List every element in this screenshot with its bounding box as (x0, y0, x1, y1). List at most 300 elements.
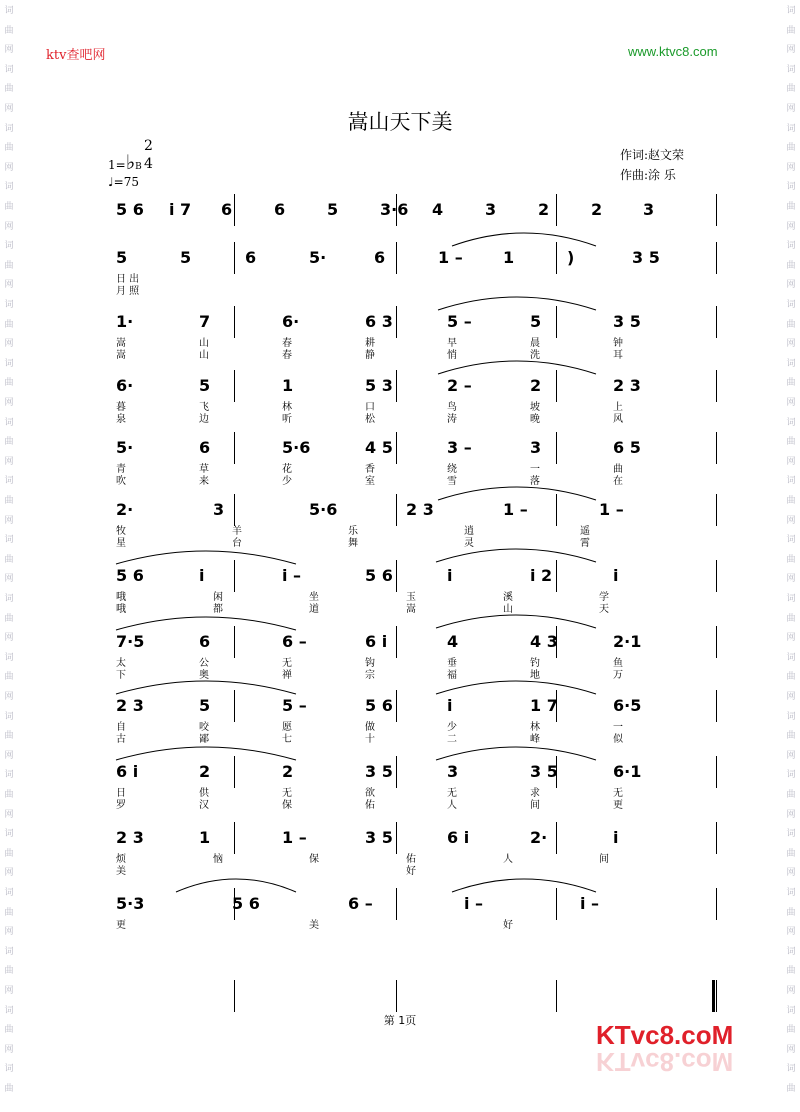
note: 5 3 (365, 376, 393, 395)
note: 6 5 (613, 438, 641, 457)
lyric: 少 (282, 476, 292, 487)
lyric: 香 (365, 464, 375, 475)
note: 3 5 (365, 828, 393, 847)
watermark-char: 网 (4, 574, 14, 585)
note: 6 (374, 248, 386, 267)
note: 3 (213, 500, 225, 519)
slur (438, 361, 596, 374)
lyric: 霄 (580, 538, 590, 549)
watermark-char: 曲 (786, 731, 796, 742)
lyric: 在 (613, 476, 623, 487)
watermark-char: 曲 (4, 25, 14, 36)
watermark-char: 词 (786, 594, 796, 604)
watermark-char: 曲 (786, 848, 796, 859)
lyric: 松 (365, 414, 375, 425)
lyric: 山 (199, 350, 209, 361)
watermark-char: 词 (4, 1064, 14, 1075)
lyric: 少 (447, 722, 457, 733)
note: 5 (180, 248, 192, 267)
note: ) (567, 248, 575, 267)
lyric: 林 (530, 722, 540, 733)
lyric: 无 (282, 658, 292, 669)
lyric: 日 (116, 788, 126, 799)
lyric: 罗 (116, 800, 126, 811)
lyric: 舞 (348, 538, 358, 549)
watermark-char: 网 (786, 398, 796, 408)
lyric: 遥 (580, 526, 590, 537)
lyric: 古 (116, 734, 126, 745)
lyric: 哦 (116, 592, 126, 603)
slur (116, 617, 296, 630)
note: 6 – (348, 894, 373, 913)
lyric: 坡 (530, 402, 540, 413)
lyric: 边 (199, 414, 209, 425)
slur (436, 747, 596, 760)
lyric: 无 (282, 788, 292, 799)
lyric: 鱼 (613, 658, 623, 669)
note: i (447, 696, 453, 715)
note: 1 – (438, 248, 463, 267)
note: 1 – (599, 500, 624, 519)
note: 6 i (116, 762, 139, 781)
note: 5·6 (282, 438, 311, 457)
note: 6·5 (613, 696, 642, 715)
lyric: 佑 (406, 854, 416, 865)
note: 3 (643, 200, 655, 219)
note: 5 6 (365, 566, 393, 585)
time-signature-bottom: 4 (144, 156, 153, 172)
lyric: 闲 (213, 592, 223, 603)
lyric: 保 (282, 800, 292, 811)
lyric: 咬 (199, 722, 209, 733)
lyric: 落 (530, 476, 540, 487)
watermark-char: 曲 (786, 378, 796, 389)
note: 5 6 (232, 894, 260, 913)
note: 5· (309, 248, 327, 267)
watermark-char: 网 (4, 809, 14, 820)
lyric: 花 (282, 464, 292, 475)
lyric: 春 (282, 350, 292, 361)
footer-logo[interactable]: KTvc8.coM (596, 1020, 734, 1050)
lyric: 溪 (503, 592, 513, 603)
note: 3·6 (380, 200, 409, 219)
lyric: 峰 (530, 734, 540, 745)
lyric: 台 (232, 538, 242, 549)
page-number: 第 1页 (383, 1014, 417, 1027)
watermark-char: 网 (786, 809, 796, 820)
lyric: 哦 (116, 604, 126, 615)
watermark-char: 曲 (786, 143, 796, 154)
watermark-char: 网 (786, 104, 796, 114)
watermark-char: 网 (4, 104, 14, 114)
note: i – (282, 566, 302, 585)
lyric: 一 (530, 464, 540, 475)
watermark-char: 网 (4, 868, 14, 879)
watermark-char: 曲 (4, 613, 14, 624)
slur (452, 233, 596, 246)
slur (436, 681, 596, 694)
slur (116, 681, 296, 694)
slur (436, 549, 596, 562)
watermark-char: 词 (786, 770, 796, 781)
watermark-char: 网 (786, 633, 796, 644)
note: 3 – (447, 438, 472, 457)
tempo-value: =75 (113, 175, 139, 189)
note: i 2 (530, 566, 553, 585)
watermark-char: 曲 (786, 319, 796, 330)
lyric: 间 (530, 800, 540, 811)
lyric: 道 (309, 604, 319, 615)
note: 5 (327, 200, 339, 219)
lyric: 人 (503, 854, 513, 865)
watermark-char: 网 (4, 515, 14, 526)
watermark-char: 词 (786, 535, 796, 546)
watermark-char: 词 (786, 829, 796, 840)
watermark-char: 网 (786, 221, 796, 232)
lyric: 听 (282, 414, 292, 425)
note: 3 (485, 200, 497, 219)
watermark-char: 曲 (786, 966, 796, 977)
watermark-char: 词 (4, 535, 14, 546)
watermark-char: 网 (4, 750, 14, 761)
quarter-note-icon: ♩ (108, 175, 114, 189)
watermark-char: 网 (786, 868, 796, 879)
watermark-char: 曲 (4, 790, 14, 800)
lyric: 早 (447, 338, 457, 349)
watermark-char: 曲 (786, 260, 796, 271)
lyric: 禅 (282, 670, 292, 681)
watermark-char: 词 (4, 123, 14, 134)
lyric: 日 出 (116, 274, 140, 285)
note: 6 (199, 438, 211, 457)
note: 1 (282, 376, 294, 395)
note: 5 6 (365, 696, 393, 715)
lyric: 无 (447, 788, 457, 799)
note: 5 (199, 376, 211, 395)
watermark-char: 曲 (786, 790, 796, 800)
lyric: 曲 (613, 464, 623, 475)
watermark-char: 曲 (786, 672, 796, 683)
note: 2 (591, 200, 603, 219)
watermark-char: 曲 (4, 437, 14, 448)
lyric: 晨 (530, 338, 540, 349)
watermark-char: 词 (4, 417, 14, 428)
lyric: 保 (309, 854, 319, 865)
watermark-char: 词 (786, 182, 796, 193)
lyric: 嵩 (116, 350, 126, 361)
key-note: B (135, 162, 142, 172)
watermark-char: 网 (4, 456, 14, 467)
watermark-char: 词 (786, 241, 796, 252)
note: i 7 (169, 200, 192, 219)
watermark-char: 词 (786, 946, 796, 957)
lyric: 青 (116, 464, 126, 475)
note: 6 (221, 200, 233, 219)
watermark-char: 词 (786, 1064, 796, 1075)
lyric: 静 (365, 350, 375, 361)
lyric: 公 (199, 658, 209, 669)
lyric: 垂 (447, 658, 457, 669)
watermark-char: 曲 (4, 672, 14, 683)
watermark-char: 网 (4, 280, 14, 291)
lyric: 吹 (116, 476, 126, 487)
watermark-char: 词 (4, 1005, 14, 1016)
note: 4 3 (530, 632, 558, 651)
watermark-char: 曲 (4, 319, 14, 330)
watermark-char: 网 (4, 692, 14, 702)
lyric: 风 (613, 414, 623, 425)
note: 6 i (447, 828, 470, 847)
note: 2 3 (613, 376, 641, 395)
note: 2 3 (116, 696, 144, 715)
watermark-char: 词 (786, 1005, 796, 1016)
lyric: 草 (199, 464, 209, 475)
lyric: 口 (365, 402, 375, 413)
lyric: 山 (503, 604, 513, 615)
note: i (613, 566, 619, 585)
lyric: 烦 (116, 854, 126, 865)
flat-sign: ♭ (125, 150, 136, 174)
lyric: 涛 (447, 414, 457, 425)
watermark-char: 网 (786, 162, 796, 173)
lyric: 奥 (199, 670, 209, 681)
lyric: 美 (309, 920, 319, 931)
lyric: 月 照 (116, 286, 140, 297)
watermark-char: 词 (786, 711, 796, 722)
note: 1 (199, 828, 211, 847)
watermark-char: 网 (4, 927, 14, 938)
note: 2 (199, 762, 211, 781)
watermark-char: 网 (4, 633, 14, 644)
watermark-char: 曲 (786, 25, 796, 36)
watermark-char: 网 (4, 1044, 14, 1055)
lyric: 似 (613, 734, 623, 745)
watermark-char: 曲 (4, 966, 14, 977)
watermark-char: 词 (786, 888, 796, 898)
lyric: 山 (199, 338, 209, 349)
watermark-char: 词 (4, 6, 14, 16)
lyric: 林 (282, 402, 292, 413)
watermark-char: 词 (4, 64, 14, 75)
watermark-char: 网 (786, 515, 796, 526)
lyric: 春 (282, 338, 292, 349)
watermark-char: 词 (4, 300, 14, 310)
lyric: 雪 (447, 476, 457, 487)
note: i (447, 566, 453, 585)
note: 3 5 (530, 762, 558, 781)
lyric: 灵 (464, 538, 474, 549)
note: 1 – (503, 500, 528, 519)
watermark-char: 网 (786, 339, 796, 350)
note: 5 – (447, 312, 472, 331)
note: 2 (538, 200, 550, 219)
note: 5 6 (116, 566, 144, 585)
watermark-char: 网 (786, 456, 796, 467)
watermark-char: 词 (786, 417, 796, 428)
lyric: 恼 (213, 854, 223, 865)
lyricist: 作词:赵文荣 (620, 148, 685, 162)
watermark-char: 词 (4, 829, 14, 840)
lyric: 上 (613, 402, 623, 413)
watermark-char: 词 (4, 358, 14, 369)
time-signature-top: 2 (144, 138, 153, 154)
lyric: 宗 (365, 670, 375, 681)
lyric: 愿 (282, 722, 292, 733)
note: 2·1 (613, 632, 642, 651)
watermark-char: 网 (4, 45, 14, 56)
note: 7 (199, 312, 211, 331)
watermark-char: 词 (786, 6, 796, 16)
watermark-char: 网 (786, 692, 796, 702)
note: 3 5 (365, 762, 393, 781)
watermark-char: 网 (786, 1044, 796, 1055)
watermark-char: 曲 (786, 437, 796, 448)
watermark-char: 词 (786, 300, 796, 310)
note: 6· (282, 312, 300, 331)
watermark-char: 曲 (786, 202, 796, 212)
watermark-char: 网 (4, 398, 14, 408)
composer: 作曲:涂 乐 (620, 168, 676, 182)
watermark-char: 曲 (4, 143, 14, 154)
lyric: 室 (365, 476, 375, 487)
watermark-char: 曲 (786, 84, 796, 95)
watermark-char: 网 (786, 986, 796, 996)
watermark-char: 网 (4, 339, 14, 350)
note: 1 7 (530, 696, 558, 715)
note: 3 5 (613, 312, 641, 331)
note: 6 3 (365, 312, 393, 331)
watermark-char: 网 (4, 221, 14, 232)
watermark-char: 词 (4, 476, 14, 487)
watermark-char: 曲 (4, 1025, 14, 1036)
note: 4 (447, 632, 459, 651)
note: 5 (116, 248, 128, 267)
watermark-char: 网 (786, 574, 796, 585)
lyric: 钟 (613, 338, 623, 349)
lyric: 欲 (365, 788, 375, 799)
note: 6 – (282, 632, 307, 651)
note: 6 (199, 632, 211, 651)
lyric: 鄙 (199, 734, 209, 745)
lyric: 都 (213, 604, 223, 615)
lyric: 供 (199, 788, 209, 799)
note: 6 (274, 200, 286, 219)
note: 5 (199, 696, 211, 715)
lyric: 更 (613, 800, 623, 811)
watermark-char: 曲 (4, 848, 14, 859)
lyric: 逍 (464, 526, 474, 537)
lyric: 洗 (530, 350, 540, 361)
lyric: 好 (406, 866, 416, 877)
brand-right[interactable]: www.ktvc8.com (628, 44, 718, 59)
lyric: 泉 (116, 414, 126, 425)
note: 7·5 (116, 632, 145, 651)
watermark-char: 曲 (786, 496, 796, 506)
note: 1· (116, 312, 134, 331)
score-title: 嵩山天下美 (347, 110, 453, 134)
watermark-char: 曲 (4, 378, 14, 389)
lyric: 悄 (447, 350, 457, 361)
watermark-char: 网 (786, 750, 796, 761)
lyric: 绕 (447, 464, 457, 475)
slur (176, 879, 296, 892)
note: 2 (282, 762, 294, 781)
watermark-char: 曲 (4, 260, 14, 271)
watermark-char: 网 (786, 927, 796, 938)
brand-left[interactable]: ktv查吧网 (46, 48, 106, 63)
watermark-char: 词 (4, 946, 14, 957)
watermark-char: 网 (786, 45, 796, 56)
lyric: 十 (365, 734, 375, 745)
lyric: 牧 (116, 526, 126, 537)
note: 5· (116, 438, 134, 457)
lyric: 乐 (348, 526, 358, 537)
lyric: 一 (613, 722, 623, 733)
key-prefix: 1= (108, 158, 126, 172)
watermark-char: 曲 (4, 731, 14, 742)
lyric: 学 (599, 592, 609, 603)
note: 3 5 (632, 248, 660, 267)
lyric: 玉 (406, 592, 416, 603)
note: 1 – (282, 828, 307, 847)
lyric: 七 (282, 734, 292, 745)
note: i (613, 828, 619, 847)
note: 1 (503, 248, 515, 267)
slur (116, 747, 296, 760)
lyric: 人 (447, 800, 457, 811)
watermark-char: 词 (4, 594, 14, 604)
watermark-char: 曲 (786, 1084, 796, 1094)
lyric: 晚 (530, 414, 540, 425)
watermark-char: 词 (786, 476, 796, 487)
watermark-char: 网 (4, 986, 14, 996)
watermark-char: 网 (4, 162, 14, 173)
lyric: 美 (116, 866, 126, 877)
note: 4 (432, 200, 444, 219)
lyric: 万 (613, 670, 623, 681)
watermark-char: 词 (4, 711, 14, 722)
lyric: 更 (116, 920, 126, 931)
note: i (199, 566, 205, 585)
lyric: 间 (599, 854, 609, 865)
watermark-char: 词 (786, 64, 796, 75)
watermark-char: 曲 (4, 1084, 14, 1094)
lyric: 羊 (232, 526, 242, 537)
lyric: 地 (530, 670, 540, 681)
lyric: 钓 (530, 658, 540, 669)
watermark-char: 词 (786, 358, 796, 369)
lyric: 暮 (116, 402, 126, 413)
note: 5 6 (116, 200, 144, 219)
lyric: 佑 (365, 800, 375, 811)
note: 5·6 (309, 500, 338, 519)
watermark-char: 曲 (786, 907, 796, 918)
watermark-char: 网 (786, 280, 796, 291)
slur (438, 487, 596, 500)
lyric: 自 (116, 722, 126, 733)
slur (452, 879, 596, 892)
lyric: 嵩 (116, 338, 126, 349)
lyric: 嵩 (406, 604, 416, 615)
lyric: 太 (116, 658, 126, 669)
note: 2 (530, 376, 542, 395)
watermark-char: 词 (786, 652, 796, 663)
lyric: 鸟 (447, 402, 457, 413)
note: 6 (245, 248, 257, 267)
lyric: 耕 (365, 338, 375, 349)
watermark-char: 词 (4, 241, 14, 252)
watermark-char: 词 (4, 888, 14, 898)
